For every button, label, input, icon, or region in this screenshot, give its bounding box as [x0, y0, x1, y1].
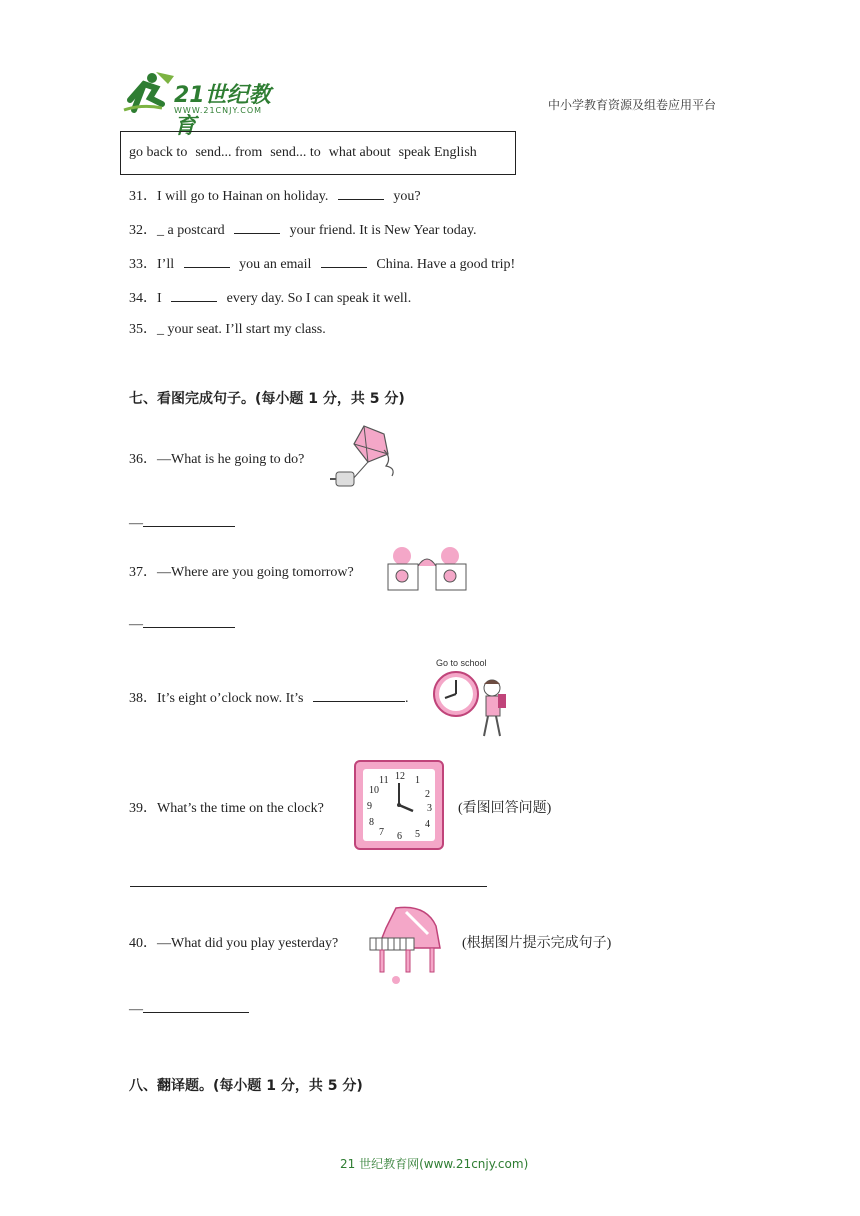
clock-number: 11 — [379, 775, 389, 786]
question-33: 33．I’ll you an email China. Have a good trip! — [129, 253, 515, 274]
answer-line-39[interactable] — [130, 886, 487, 887]
question-35: 35．_ your seat. I’ll start my class. — [129, 322, 326, 337]
kite-icon — [326, 422, 410, 494]
answer-blank[interactable] — [171, 287, 217, 302]
answer-blank[interactable] — [313, 687, 405, 702]
clock-number: 1 — [415, 775, 420, 786]
answer-blank[interactable] — [234, 219, 280, 234]
question-38: 38．It’s eight o’clock now. It’s . — [129, 687, 408, 708]
clock-number: 9 — [367, 801, 372, 812]
zoo-icon — [384, 546, 474, 598]
question-34: 34．I every day. So I can speak it well. — [129, 287, 411, 308]
go-to-school-image — [432, 658, 516, 742]
clock-number: 6 — [397, 831, 402, 842]
word-option: what about — [328, 145, 391, 160]
clock-child-icon — [432, 670, 516, 742]
answer-blank[interactable] — [338, 185, 384, 200]
answer-blank[interactable] — [143, 998, 249, 1013]
section-7-title: 七、看图完成句子。(每小题 1 分，共 5 分) — [129, 391, 405, 407]
answer-blank[interactable] — [184, 253, 230, 268]
question-32: 32．_ a postcard your friend. It is New Year today. — [129, 219, 477, 240]
clock-number: 4 — [425, 819, 430, 830]
question-31: 31．I will go to Hainan on holiday. you? — [129, 185, 421, 206]
header-logo — [122, 70, 292, 139]
clock-number: 2 — [425, 789, 430, 800]
clock-number: 7 — [379, 827, 384, 838]
word-option: go back to — [129, 145, 188, 160]
answer-blank[interactable] — [143, 613, 235, 628]
clock-number: 8 — [369, 817, 374, 828]
word-box — [120, 131, 516, 175]
clock-number: 10 — [369, 785, 379, 796]
answer-line-37: — — [129, 613, 235, 634]
section-8-title: 八、翻译题。(每小题 1 分，共 5 分) — [129, 1078, 363, 1094]
clock-number: 3 — [427, 803, 432, 814]
answer-blank[interactable] — [321, 253, 367, 268]
logo-url: WWW.21CNJY.COM — [174, 106, 263, 115]
image-caption: Go to school — [436, 658, 487, 668]
word-option: speak English — [398, 145, 477, 160]
answer-blank[interactable] — [143, 512, 235, 527]
clock-hands-icon — [363, 769, 435, 841]
question-36: 36．—What is he going to do? — [129, 452, 305, 467]
piano-icon — [366, 904, 450, 984]
question-40-note: (根据图片提示完成句子) — [462, 936, 612, 951]
question-37: 37．—Where are you going tomorrow? — [129, 565, 354, 580]
question-40: 40．—What did you play yesterday? — [129, 936, 339, 951]
footer: 21 世纪教育网(www.21cnjy.com) — [340, 1157, 529, 1171]
clock-number: 5 — [415, 829, 420, 840]
word-option: send... to — [270, 145, 321, 160]
runner-logo-icon — [122, 70, 178, 114]
clock-image — [354, 760, 444, 850]
answer-line-36: — — [129, 512, 235, 533]
clock-number: 12 — [395, 771, 405, 782]
word-option: send... from — [195, 145, 263, 160]
answer-line-40: — — [129, 998, 249, 1019]
platform-title: 中小学教育资源及组卷应用平台 — [548, 98, 717, 112]
question-39-note: (看图回答问题) — [458, 801, 552, 816]
question-39: 39．What’s the time on the clock? — [129, 801, 324, 816]
logo-text: 21世纪教育 — [174, 83, 271, 139]
